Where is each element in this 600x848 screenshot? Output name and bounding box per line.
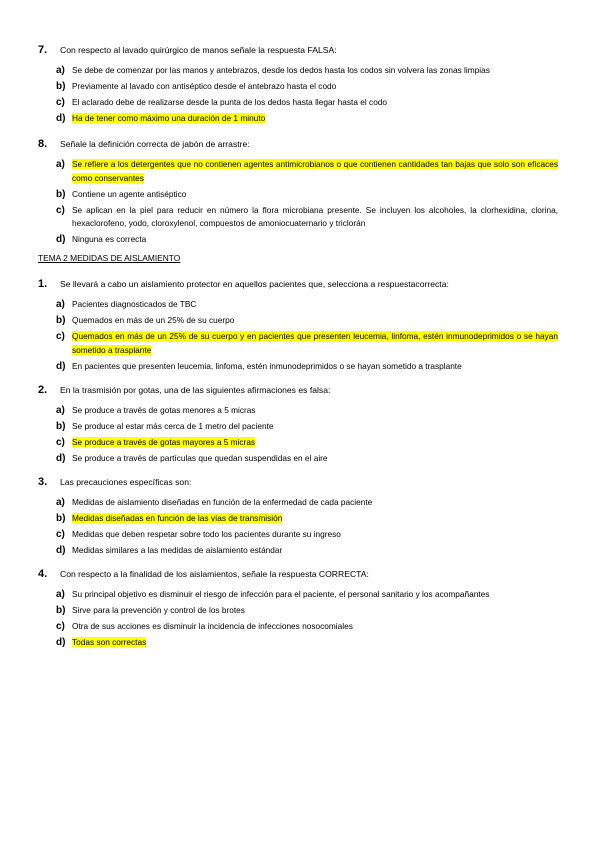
- option-text: En pacientes que presenten leucemia, linfoma, estén inmunodeprimidos o se hayan sometido a trasplante: [72, 360, 462, 371]
- option-text: Se produce al estar más cerca de 1 metro del paciente: [72, 421, 274, 431]
- option-letter: a): [56, 589, 65, 600]
- question-text: Con respecto a la finalidad de los aislamientos, señale la respuesta CORRECTA:: [60, 569, 369, 579]
- option-b: [56, 80, 558, 94]
- option-c: [56, 204, 558, 231]
- option-text: Medidas similares a las medidas de aislamiento estándar: [72, 545, 283, 555]
- option-d: [56, 636, 558, 650]
- option-d: [56, 112, 558, 126]
- option-a: [56, 158, 558, 185]
- option-text: Su principal objetivo es disminuir el riesgo de infección para el paciente, el personal sanitario y los acompañantes: [72, 589, 490, 599]
- option-c: [56, 436, 558, 450]
- option-letter: c): [56, 331, 65, 342]
- question-number: 7.: [38, 44, 48, 56]
- question-number: 2.: [38, 384, 48, 396]
- option-letter: c): [56, 97, 65, 108]
- option-text: Ninguna es correcta: [72, 234, 147, 244]
- option-letter: d): [56, 453, 66, 464]
- option-text: Medidas que deben respetar sobre todo los pacientes durante su ingreso: [72, 529, 341, 539]
- option-c: [56, 528, 558, 542]
- option-text: Quemados en más de un 25% de su cuerpo: [72, 315, 235, 325]
- question-number: 1.: [38, 278, 48, 290]
- option-text: Se debe de comenzar por las manos y antebrazos, desde los dedos hasta los codos sin volvera las zonas limpias: [72, 65, 490, 75]
- question-header: [38, 278, 558, 290]
- option-letter: b): [56, 81, 66, 92]
- option-a: [56, 404, 558, 418]
- option-text: Contiene un agente antiséptico: [72, 188, 187, 199]
- question-4: [38, 568, 558, 650]
- question-text: Se llevará a cabo un aislamiento protector en aquellos pacientes que, selecciona a respuestacorrecta:: [60, 279, 449, 289]
- option-a: [56, 588, 558, 602]
- option-letter: d): [56, 113, 66, 124]
- question-3: [38, 476, 558, 558]
- option-letter: a): [56, 405, 65, 416]
- option-letter: c): [56, 621, 65, 632]
- option-letter: d): [56, 234, 66, 245]
- option-letter: d): [56, 637, 66, 648]
- question-text: En la trasmisión por gotas, una de las siguientes afirmaciones es falsa:: [60, 385, 331, 395]
- option-text: Se produce a través de partículas que quedan suspendidas en el aire: [72, 453, 328, 463]
- option-a: [56, 298, 558, 312]
- option-a: [56, 64, 558, 78]
- highlighted-answer: Se produce a través de gotas mayores a 5 micras: [72, 437, 256, 447]
- option-text: Medidas de aislamiento diseñadas en función de la enfermedad de cada paciente: [72, 497, 373, 507]
- option-b: [56, 604, 558, 618]
- option-letter: a): [56, 65, 65, 76]
- option-letter: c): [56, 437, 65, 448]
- option-letter: b): [56, 605, 66, 616]
- option-b: [56, 420, 558, 434]
- option-letter: a): [56, 159, 65, 170]
- question-7: [38, 44, 558, 126]
- option-d: [56, 233, 558, 247]
- option-b: [56, 314, 558, 328]
- highlighted-answer: Se refiere a los detergentes que no contienen agentes antimicrobianos o que contienen cantidades tan bajas que solo son eficaces como conservantes: [72, 159, 558, 183]
- option-d: [56, 544, 558, 558]
- question-text: Con respecto al lavado quirúrgico de manos señale la respuesta FALSA:: [60, 45, 337, 55]
- option-b: [56, 188, 558, 202]
- question-number: 3.: [38, 476, 48, 488]
- section-title: TEMA 2 MEDIDAS DE AISLAMIENTO: [38, 253, 181, 263]
- option-letter: d): [56, 545, 66, 556]
- option-text: Se aplican en la piel para reducir en número la flora microbiana presente. Se incluyen los alcoholes, la clorhexidina, clorina, hexaclorofeno, yodo, cloroxylenol, compuestos de amoniocuaternario y triclorán: [72, 204, 558, 228]
- highlighted-answer: Todas son correctas: [72, 637, 147, 647]
- question-header: [38, 476, 558, 488]
- option-text: Sirve para la prevención y control de los brotes: [72, 605, 245, 615]
- option-d: [56, 360, 558, 374]
- option-letter: a): [56, 299, 65, 310]
- option-c: [56, 330, 558, 357]
- option-text: El aclarado debe de realizarse desde la punta de los dedos hasta llegar hasta el codo: [72, 97, 388, 107]
- option-d: [56, 452, 558, 466]
- question-header: [38, 44, 558, 56]
- option-letter: c): [56, 529, 65, 540]
- highlighted-answer: Ha de tener como máximo una duración de 1 minuto: [72, 113, 266, 123]
- option-letter: b): [56, 421, 66, 432]
- option-letter: b): [56, 513, 66, 524]
- option-letter: d): [56, 360, 66, 372]
- question-header: [38, 138, 558, 150]
- question-header: [38, 568, 558, 580]
- option-text: Previamente al lavado con antiséptico desde el antebrazo hasta el codo: [72, 81, 337, 91]
- question-2: [38, 384, 558, 466]
- option-text: Se produce a través de gotas menores a 5 micras: [72, 405, 256, 415]
- option-letter: b): [56, 188, 66, 200]
- option-letter: c): [56, 204, 65, 216]
- highlighted-answer: Quemados en más de un 25% de su cuerpo y en pacientes que presenten leucemia, linfoma, estén inmunodeprimidos o se hayan sometido a trasplante: [72, 331, 558, 355]
- question-8: [38, 138, 558, 247]
- question-number: 8.: [38, 138, 48, 150]
- question-header: [38, 384, 558, 396]
- question-text: Señale la definición correcta de jabón de arrastre:: [60, 139, 250, 149]
- option-c: [56, 620, 558, 634]
- question-number: 4.: [38, 568, 48, 580]
- option-letter: a): [56, 497, 65, 508]
- option-c: [56, 96, 558, 110]
- option-letter: b): [56, 315, 66, 326]
- option-text: Otra de sus acciones es disminuir la incidencia de infecciones nosocomiales: [72, 621, 353, 631]
- highlighted-answer: Medidas diseñadas en función de las vías de transmisión: [72, 513, 283, 523]
- question-1: [38, 278, 558, 373]
- option-b: [56, 512, 558, 526]
- option-a: [56, 496, 558, 510]
- question-text: Las precauciones específicas son:: [60, 477, 192, 487]
- option-text: Pacientes diagnosticados de TBC: [72, 299, 197, 309]
